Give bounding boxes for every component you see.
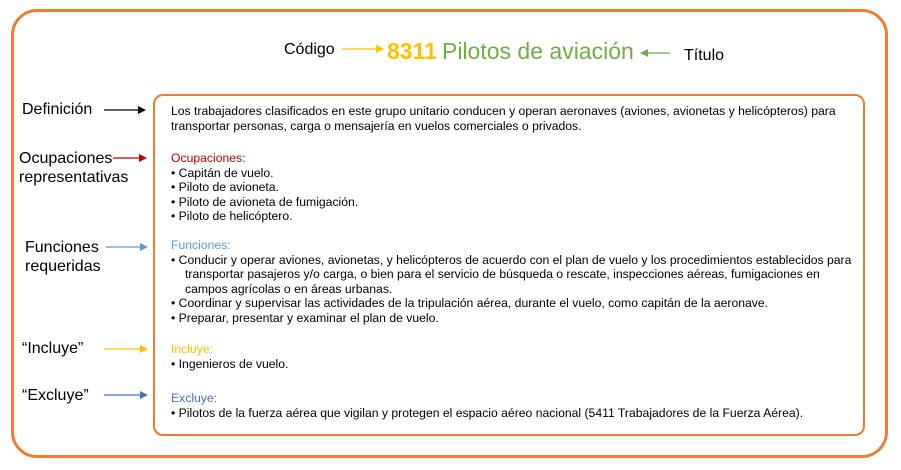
list-item: • Ingenieros de vuelo. [171,357,856,372]
incluye-arrow [104,343,148,355]
section-funciones [171,238,856,326]
label-funciones-1: Funciones [25,239,99,256]
code-arrow [342,43,384,55]
funciones-title: Funciones: [171,238,231,252]
definicion-arrow [104,104,146,116]
label-funciones-2: requeridas [25,258,101,275]
list-item: • Piloto de avioneta de fumigación. [171,195,856,210]
occupation-title: Pilotos de aviación [442,38,634,64]
funciones-arrow [106,241,148,253]
list-item: • Pilotos de la fuerza aérea que vigilan y protegen el espacio aéreo nacional (5411 Trabajadores de la Fuerza Aérea). [171,406,856,421]
title-arrow [640,47,670,59]
definition-text [171,104,856,133]
excluye-arrow [104,389,148,401]
section-excluye [171,391,856,420]
ocupaciones-arrow [113,152,147,164]
label-incluye: “Incluye” [22,340,84,357]
section-ocupaciones [171,151,856,224]
list-item: • Piloto de avioneta. [171,180,856,195]
label-excluye: “Excluye” [22,387,89,404]
label-definicion: Definición [22,101,93,118]
code-label: Código [284,41,335,58]
definition-paragraph: Los trabajadores clasificados en este grupo unitario conducen y operan aeronaves (aviones, avionetas y helicópteros) para transportar personas, carga o mensajería en vuelos comerciales o privados. [171,104,836,133]
excluye-title: Excluye: [171,391,218,405]
ocupaciones-title: Ocupaciones: [171,151,246,165]
list-item: • Coordinar y supervisar las actividades de la tripulación aérea, durante el vuelo, como capitán de la aeronave. [171,296,856,311]
title-label: Título [684,47,725,64]
list-item: • Piloto de helicóptero. [171,209,856,224]
list-item: • Conducir y operar aviones, avionetas, y helicópteros de acuerdo con el plan de vuelo y los procedimientos establecidos para transportar pasajeros y/o carga, o bien para el servicio de búsqueda o rescate, inspecciones aéreas, fumigaciones en campos agrícolas o en áreas urbanas. [171,253,856,297]
label-ocupaciones-1: Ocupaciones [19,150,113,167]
list-item: • Capitán de vuelo. [171,166,856,181]
label-ocupaciones-2: representativas [19,169,129,186]
occupation-code: 8311 [387,38,437,64]
section-incluye [171,342,856,371]
incluye-title: Incluye: [171,342,214,356]
list-item: • Preparar, presentar y examinar el plan de vuelo. [171,311,856,326]
